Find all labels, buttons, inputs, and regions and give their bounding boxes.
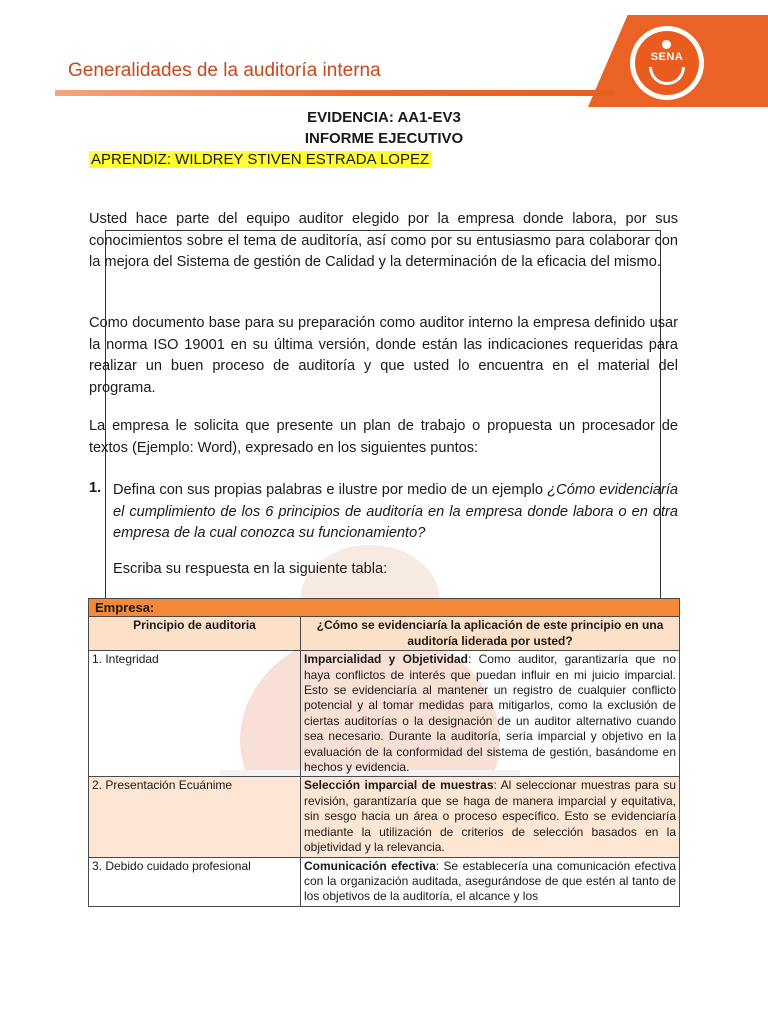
principle-cell: 2. Presentación Ecuánime [89, 777, 301, 857]
evidence-title: EVIDENCIA: AA1-EV3 [307, 109, 461, 126]
header-title: Generalidades de la auditoría interna [68, 60, 381, 81]
sena-logo [630, 26, 704, 100]
evidence-heading: Imparcialidad y Objetividad [304, 652, 468, 667]
empresa-label: Empresa: [89, 599, 680, 617]
header-evidence: ¿Cómo se evidenciaría la aplicación de este principio en una auditoría liderada por usted? [301, 617, 680, 651]
report-title: INFORME EJECUTIVO [304, 130, 464, 147]
evidence-text: : Se establecería una comunicación efectiva con la organización auditada, asegurándose de que estén al tanto de los objetivos de la auditoría, el alcance y los [304, 858, 676, 904]
evidence-heading: Selección imparcial de muestras [304, 778, 494, 793]
logo-figure-head [662, 40, 671, 49]
frame-right-line [660, 230, 661, 600]
evidence-text: : Como auditor, garantizaría que no haya conflictos de interés que puedan influir en mi juicio imparcial. Esto se evidenciaría al mantener un registro de cualquier conflicto potencial y al tomar medidas para mitigarlos, como la exclusión de ciertas auditorías o la designación de un auditor alternativo cuando sea necesario. Durante la auditoría, sería imparcial y objetivo en la evaluación de la conformidad del sistema de gestión, basándome en hechos y evidencia. [304, 652, 676, 775]
table-row [89, 651, 680, 777]
logo-figure-arc [649, 67, 685, 85]
empresa-row [89, 599, 680, 617]
table-header-row [89, 617, 680, 651]
principle-cell: 3. Debido cuidado profesional [89, 857, 301, 906]
evidence-heading: Comunicación efectiva [304, 858, 436, 873]
logo-text: SENA [650, 51, 684, 63]
question-text [113, 480, 678, 545]
question-number: 1. [89, 480, 102, 496]
intro-paragraph-1: Usted hace parte del equipo auditor elegido por la empresa donde labora, por sus conocimientos sobre el tema de auditoría, así como por su entusiasmo para colaborar con la mejora del Sistema de gestión de Calidad y la determinación de la eficacia del mismo. [89, 211, 678, 270]
student-name-highlight: APRENDIZ: WILDREY STIVEN ESTRADA LOPEZ [91, 151, 430, 168]
evidence-cell [301, 651, 680, 777]
question-lead: Defina con sus propias palabras e ilustre por medio de un ejemplo [113, 482, 548, 498]
question-italic: ¿Cómo evidenciaría el cumplimiento de los 6 principios de auditoría en la empresa donde labora o en otra empresa de la cual conozca su funcionamiento? [113, 482, 678, 541]
evidence-cell [301, 857, 680, 906]
header-principle: Principio de auditoria [89, 617, 301, 651]
intro-paragraph-3: La empresa le solicita que presente un plan de trabajo o propuesta un procesador de textos (Ejemplo: Word), expresado en los siguientes puntos: [89, 418, 678, 456]
table-row [89, 777, 680, 857]
principle-cell: 1. Integridad [89, 651, 301, 777]
frame-left-line [105, 230, 106, 600]
evidence-text: : Al seleccionar muestras para su revisión, garantizaría que se haga de manera imparcial y equitativa, sin sesgo hacia un área o proceso específico. Esto se evidenciaría mediante la utilización de criterios de selección basados en la objetividad y la relevancia. [304, 778, 677, 855]
table-instruction: Escriba su respuesta en la siguiente tabla: [113, 561, 388, 577]
sena-logo-emblem [635, 31, 699, 95]
table-row [89, 857, 680, 906]
evidence-cell [301, 777, 680, 857]
intro-paragraph-2: Como documento base para su preparación como auditor interno la empresa definido usar la norma ISO 19001 en su última versión, donde están las indicaciones requeridas para realizar un buen proceso de auditoría y que usted lo encuentra en el material del programa. [89, 315, 678, 396]
principles-table [88, 598, 680, 907]
header-underline [55, 90, 615, 96]
